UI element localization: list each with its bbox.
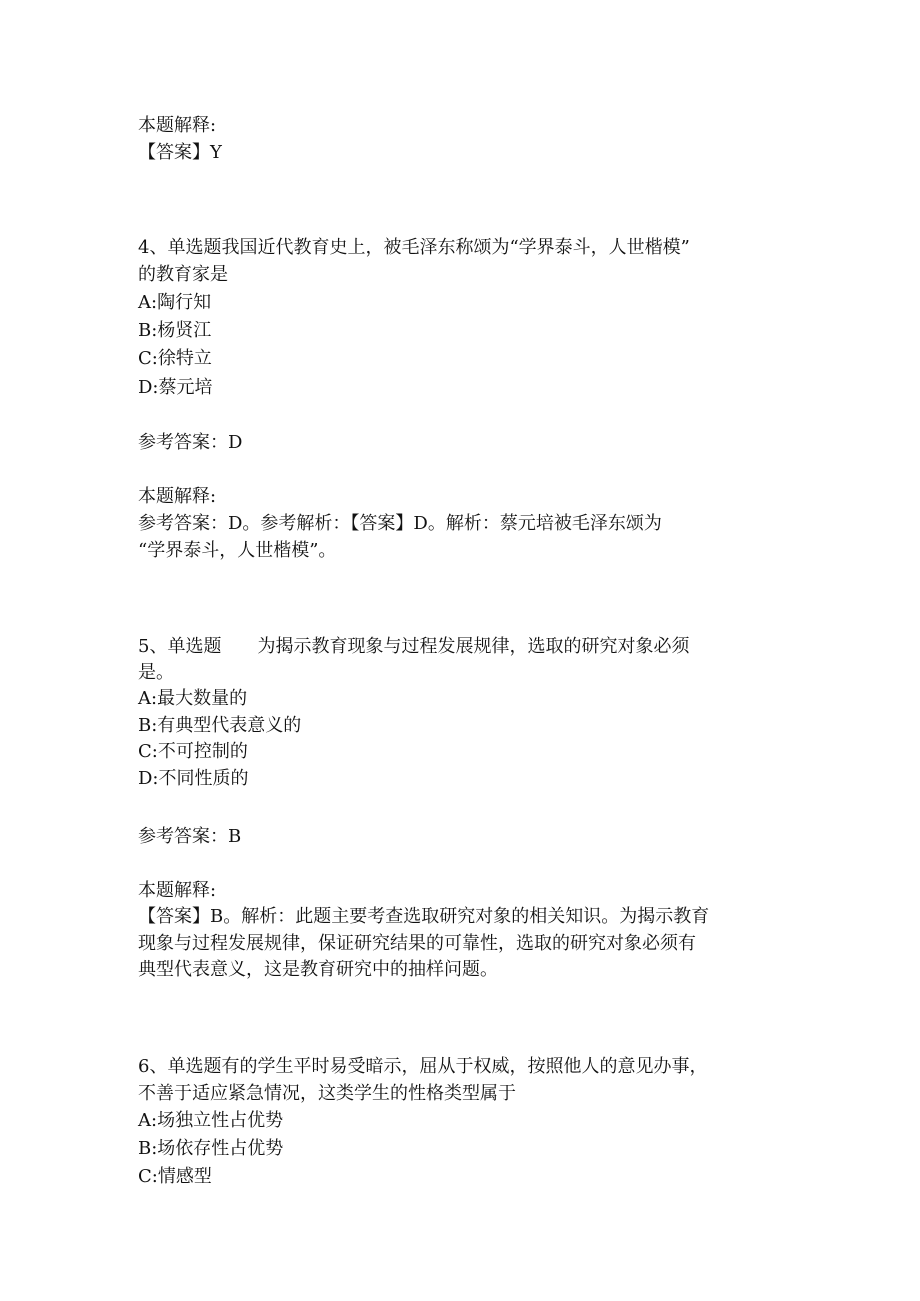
q4-explain-line1: 参考答案：D。参考解析：【答案】D。解析：蔡元培被毛泽东颂为 [138, 513, 662, 534]
q5-option-a: A:最大数量的 [138, 688, 248, 709]
q6-option-a: A:场独立性占优势 [138, 1110, 284, 1131]
q4-answer: 参考答案：D [138, 432, 243, 453]
q5-stem-line2: 是。 [138, 662, 174, 683]
q6-stem-line1: 6、单选题有的学生平时易受暗示，屈从于权威，按照他人的意见办事， [138, 1056, 708, 1077]
q6-stem-line2: 不善于适应紧急情况，这类学生的性格类型属于 [138, 1083, 516, 1104]
q4-option-d: D:蔡元培 [138, 377, 213, 398]
q4-stem-line2: 的教育家是 [138, 264, 228, 285]
q4-explain-label: 本题解释: [138, 486, 217, 507]
q5-option-b: B:有典型代表意义的 [138, 715, 302, 736]
q5-explain-line2: 现象与过程发展规律，保证研究结果的可靠性，选取的研究对象必须有 [138, 933, 696, 954]
q4-option-b: B:杨贤江 [138, 320, 212, 341]
q6-option-c: C:情感型 [138, 1166, 212, 1187]
q4-option-c: C:徐特立 [138, 348, 212, 369]
q5-option-c: C:不可控制的 [138, 741, 248, 762]
q3-explain-label: 本题解释: [138, 115, 217, 136]
q5-explain-label: 本题解释: [138, 880, 217, 901]
q5-explain-line3: 典型代表意义，这是教育研究中的抽样问题。 [138, 959, 498, 980]
q5-stem-line1: 5、单选题 为揭示教育现象与过程发展规律，选取的研究对象必须 [138, 636, 690, 657]
q4-stem-line1: 4、单选题我国近代教育史上，被毛泽东称颂为“学界泰斗，人世楷模” [138, 237, 690, 258]
q5-explain-line1: 【答案】B。解析：此题主要考查选取研究对象的相关知识。为揭示教育 [138, 906, 710, 927]
q3-explain-text: 【答案】Y [138, 142, 222, 163]
q5-option-d: D:不同性质的 [138, 768, 249, 789]
q6-option-b: B:场依存性占优势 [138, 1138, 284, 1159]
q4-option-a: A:陶行知 [138, 292, 212, 313]
q5-answer: 参考答案：B [138, 826, 242, 847]
q4-explain-line2: “学界泰斗，人世楷模”。 [138, 540, 337, 561]
